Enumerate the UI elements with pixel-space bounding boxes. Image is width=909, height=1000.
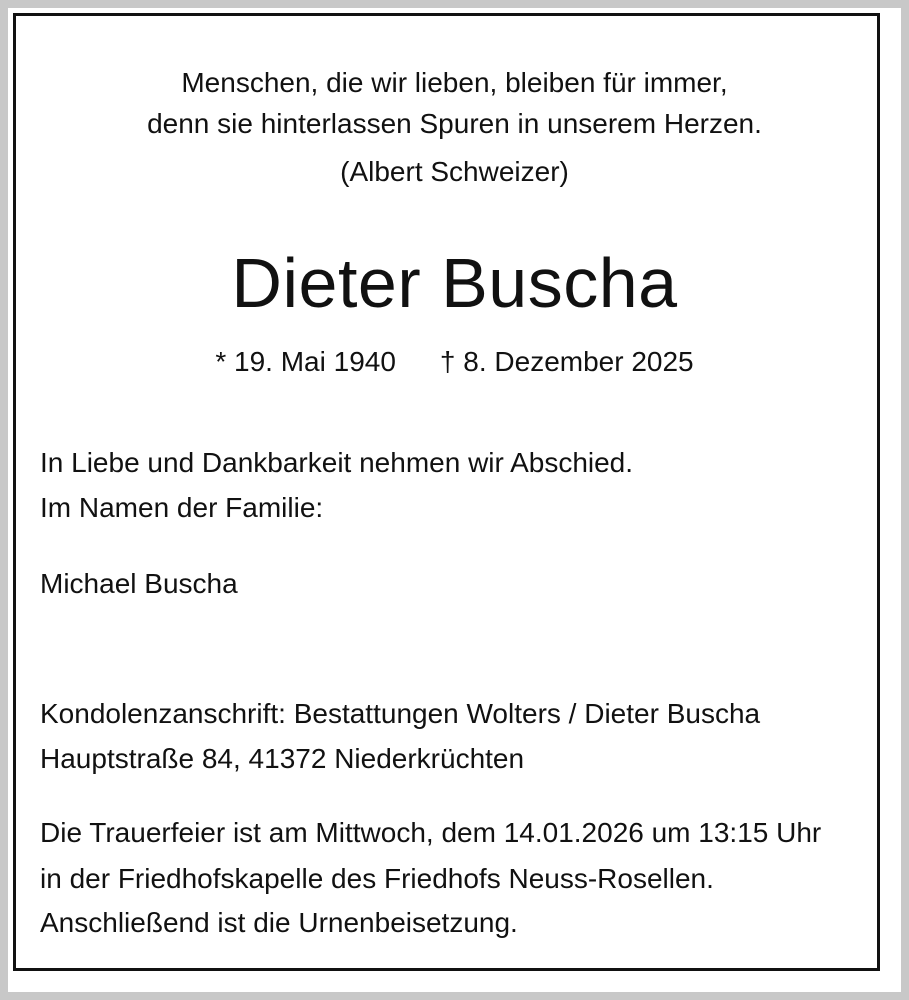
life-dates — [0, 345, 909, 379]
deceased-name: Dieter Buscha — [231, 244, 678, 322]
signatory-name: Michael Buscha — [40, 568, 238, 599]
condolence-line-1: Kondolenzanschrift: Bestattungen Wolters / Dieter Buscha — [40, 698, 761, 729]
funeral-line-1: Die Trauerfeier ist am Mittwoch, dem 14.01.2026 um 13:15 Uhr — [40, 817, 822, 848]
quote-line-2: denn sie hinterlassen Spuren in unserem Herzen. — [147, 108, 762, 139]
funeral-line-2: in der Friedhofskapelle des Friedhofs Neuss-Rosellen. — [40, 863, 714, 894]
death-date: † 8. Dezember 2025 — [439, 346, 694, 377]
farewell-line-1: In Liebe und Dankbarkeit nehmen wir Abschied. — [40, 447, 634, 478]
farewell-line-2: Im Namen der Familie: — [40, 492, 324, 523]
condolence-address: Hauptstraße 84, 41372 Niederkrüchten — [40, 743, 525, 774]
quote-author: (Albert Schweizer) — [340, 156, 569, 187]
birth-date: * 19. Mai 1940 — [215, 346, 396, 377]
quote-line-1: Menschen, die wir lieben, bleiben für immer, — [181, 67, 728, 98]
funeral-line-3: Anschließend ist die Urnenbeisetzung. — [40, 907, 518, 938]
